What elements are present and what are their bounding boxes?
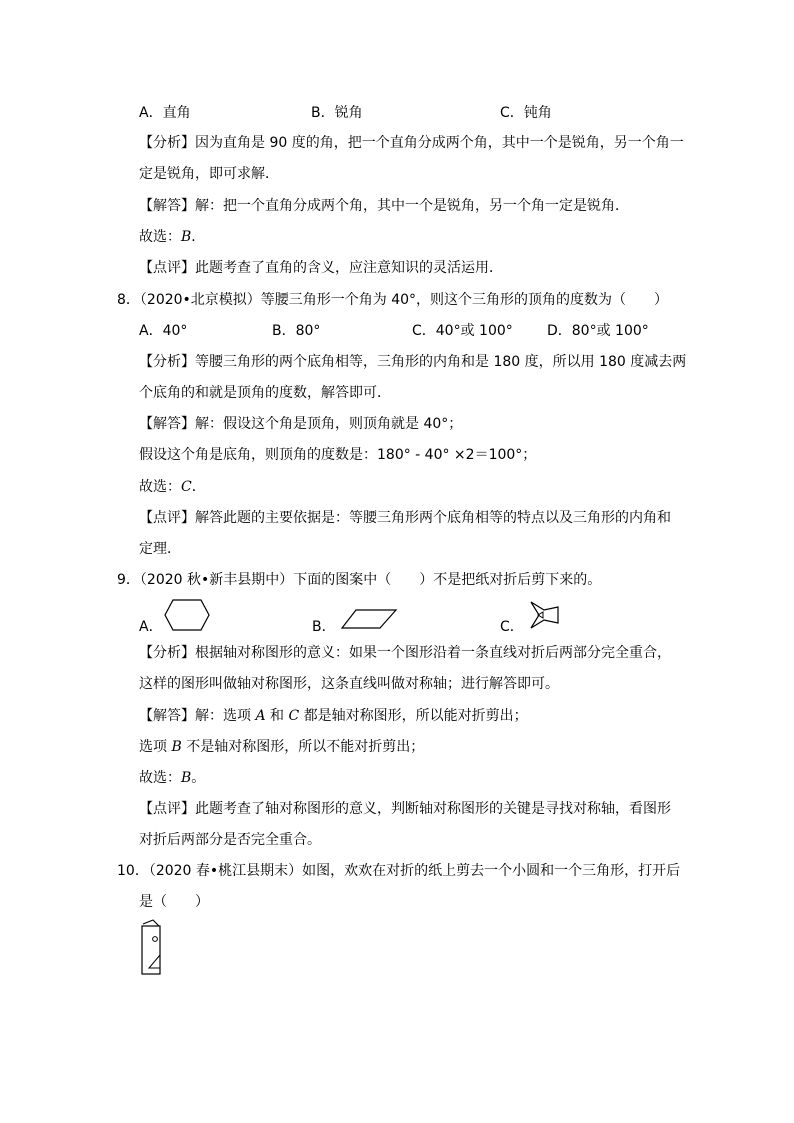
q10-folded-paper-figure	[138, 918, 166, 978]
q7-answer-line-1: 【解答】解：把一个直角分成两个角，其中一个是锐角，另一个角一定是锐角．	[139, 198, 629, 214]
q8-comment-line-1: 【点评】解答此题的主要依据是：等腰三角形两个底角相等的特点以及三角形的内角和	[139, 510, 671, 526]
q7-choice: 故选：B．	[139, 229, 206, 245]
q9-option-c: C．	[500, 619, 524, 635]
q9-option-b: B．	[312, 619, 336, 635]
q7-option-a: A．直角	[139, 105, 191, 121]
q9-answer-line-1: 【解答】解：选项 A 和 C 都是轴对称图形，所以能对折剪出；	[139, 708, 528, 724]
q9-stem: 9．（2020 秋•新丰县期中）下面的图案中（ ）不是把纸对折后剪下来的。	[117, 572, 602, 588]
q8-analysis-line-1: 【分析】等腰三角形的两个底角相等，三角形的内角和是 180 度，所以用 180 度减去两	[139, 354, 687, 370]
q8-comment-line-2: 定理．	[139, 541, 181, 557]
q9-answer-line-2: 选项 B 不是轴对称图形，所以不能对折剪出；	[139, 739, 425, 755]
q9-parallelogram-figure	[340, 608, 398, 630]
q9-comment-line-1: 【点评】此题考查了轴对称图形的意义，判断轴对称图形的关键是寻找对称轴，看图形	[139, 801, 671, 817]
q7-analysis-line-2: 定是锐角，即可求解．	[139, 166, 279, 182]
q9-analysis-line-2: 这样的图形叫做轴对称图形，这条直线叫做对称轴；进行解答即可。	[139, 676, 559, 692]
q7-option-b: B．锐角	[311, 105, 363, 121]
q7-option-c: C．钝角	[500, 105, 552, 121]
q8-option-b: B．80°	[272, 323, 321, 339]
q9-hexagon-figure	[163, 598, 211, 632]
q8-answer-line-1: 【解答】解：假设这个角是顶角，则顶角就是 40°；	[139, 416, 463, 432]
q8-analysis-line-2: 个底角的和就是顶角的度数，解答即可．	[139, 385, 391, 401]
q8-choice: 故选：C．	[139, 479, 206, 495]
q10-stem-line-2: 是（ ）	[139, 894, 209, 910]
q8-option-d: D．80°或 100°	[547, 323, 649, 339]
q7-analysis-line-1: 【分析】因为直角是 90 度的角，把一个直角分成两个角，其中一个是锐角，另一个角一	[139, 135, 684, 151]
q9-arrow-flag-figure	[525, 600, 565, 630]
q9-comment-line-2: 对折后两部分是否完全重合。	[139, 832, 321, 848]
q9-option-a: A．	[139, 619, 163, 635]
q10-stem-line-1: 10．（2020 春•桃江县期末）如图，欢欢在对折的纸上剪去一个小圆和一个三角形，打开后	[117, 863, 681, 879]
q8-option-a: A．40°	[139, 323, 188, 339]
q7-comment-line-1: 【点评】此题考查了直角的含义，应注意知识的灵活运用．	[139, 260, 503, 276]
q8-answer-line-2: 假设这个角是底角，则顶角的度数是：180° - 40° ×2＝100°；	[139, 447, 537, 463]
q9-choice: 故选：B。	[139, 770, 206, 786]
q8-stem: 8．（2020•北京模拟）等腰三角形一个角为 40°，则这个三角形的顶角的度数为（ ）	[117, 292, 669, 308]
q9-analysis-line-1: 【分析】根据轴对称图形的意义：如果一个图形沿着一条直线对折后两部分完全重合，	[139, 645, 671, 661]
q8-option-c: C．40°或 100°	[412, 323, 513, 339]
